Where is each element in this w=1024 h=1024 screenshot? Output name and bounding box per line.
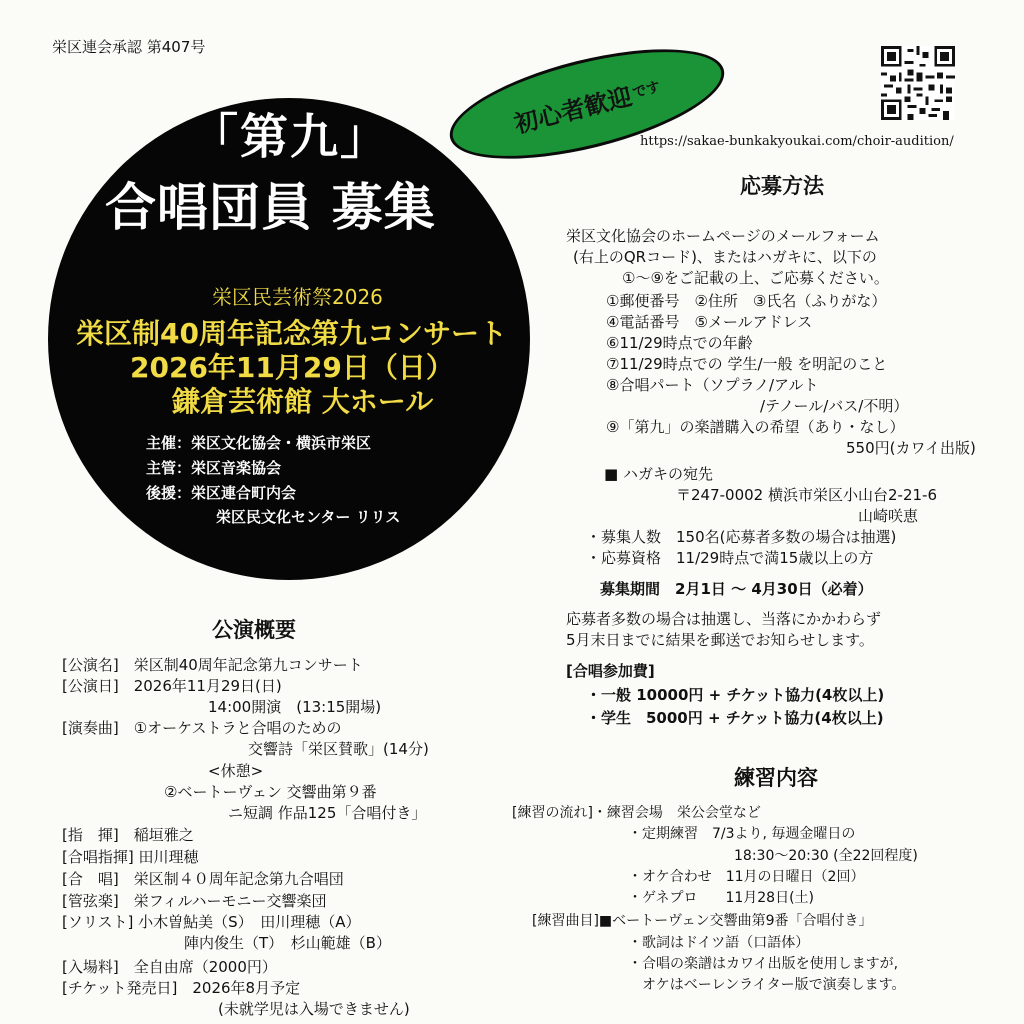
practice-line: ・ゲネプロ 11月28日(土) — [628, 890, 814, 906]
overview-row: 陣内俊生（T） 杉山範雄（B） — [184, 934, 391, 952]
approval-number: 栄区連会承認 第407号 — [52, 38, 206, 56]
overview-row: [公演日] 2026年11月29日(日) — [62, 677, 282, 695]
fee-student: ・学生 5000円 + チケット協力(4枚以上) — [586, 709, 884, 727]
overview-row: <休憩> — [208, 762, 264, 780]
apply-line: ④電話番号 ⑤メールアドレス — [606, 313, 813, 331]
title-line-2: 合唱団員 募集 — [105, 179, 436, 238]
overview-row: ニ短調 作品125「合唱付き」 — [228, 804, 427, 822]
apply-line: ⑨「第九」の楽譜購入の希望（あり・なし） — [606, 418, 905, 436]
practice-line: ・定期練習 7/3より, 毎週金曜日の — [628, 826, 856, 842]
overview-row: [チケット発売日] 2026年8月予定 — [62, 979, 301, 997]
organizer-line: 栄区民文化センター リリス — [216, 508, 401, 526]
fee-general: ・一般 10000円 + チケット協力(4枚以上) — [586, 686, 885, 704]
qr-code-icon[interactable] — [881, 46, 955, 120]
organizer-line: 後援：栄区連合町内会 — [146, 484, 297, 502]
practice-line: 18:30～20:30 (全22回程度) — [734, 848, 918, 864]
practice-line: オケはベーレンライター版で演奏します。 — [642, 977, 906, 993]
fee-heading: [合唱参加費] — [566, 662, 655, 680]
concert-name: 栄区制40周年記念第九コンサート — [76, 317, 507, 350]
title-line-1: 「第九」 — [190, 109, 391, 165]
overview-row: 14:00開演 (13:15開場) — [208, 698, 382, 716]
practice-line: ・合唱の楽譜はカワイ出版を使用しますが, — [628, 956, 899, 972]
concert-venue: 鎌倉芸術館 大ホール — [172, 385, 434, 418]
organizer-line: 主管：栄区音楽協会 — [146, 459, 282, 477]
concert-date: 2026年11月29日（日） — [130, 351, 454, 384]
lottery-notice: 応募者多数の場合は抽選し、当落にかかわらず — [566, 610, 882, 628]
overview-row: [管弦楽] 栄フィルハーモニー交響楽団 — [62, 892, 327, 910]
apply-line: 550円(カワイ出版) — [846, 439, 976, 457]
apply-line: ■ ハガキの宛先 — [604, 465, 713, 483]
overview-row: 交響詩「栄区賛歌」(14分) — [248, 740, 429, 758]
practice-line: [練習の流れ]・練習会場 栄公会堂など — [512, 805, 761, 821]
apply-line: ・募集人数 150名(応募者多数の場合は抽選) — [586, 528, 897, 546]
apply-line: (右上のQRコード)、またはハガキに、以下の — [573, 248, 877, 266]
overview-row: [ソリスト] 小木曽鮎美（S） 田川理穂（A） — [62, 913, 361, 931]
overview-row: (未就学児は入場できません) — [218, 1000, 410, 1018]
apply-line: 山崎咲恵 — [858, 507, 919, 525]
overview-row: [入場料] 全自由席（2000円） — [62, 958, 277, 976]
apply-line: ⑧合唱パート（ソプラノ/アルト — [606, 376, 819, 394]
application-period: 募集期間 2月1日 ～ 4月30日（必着） — [600, 580, 873, 598]
practice-line: ・歌詞はドイツ語（口語体） — [628, 935, 810, 951]
apply-line: 栄区文化協会のホームページのメールフォーム — [566, 227, 880, 245]
apply-line: ①郵便番号 ②住所 ③氏名（ふりがな） — [606, 292, 887, 310]
overview-row: [公演名] 栄区制40周年記念第九コンサート — [62, 656, 363, 674]
practice-line: ・オケ合わせ 11月の日曜日（2回） — [628, 869, 865, 885]
apply-line: ①～⑨をご記載の上、ご応募ください。 — [622, 269, 889, 287]
organizer-line: 主催：栄区文化協会・横浜市栄区 — [146, 434, 372, 452]
apply-line: ⑥11/29時点での年齢 — [606, 334, 753, 352]
overview-row: [指 揮] 稲垣雅之 — [62, 826, 194, 844]
overview-row: ②ベートーヴェン 交響曲第９番 — [164, 783, 377, 801]
beginners-welcome-badge — [440, 27, 735, 181]
overview-row: [合唱指揮] 田川理穂 — [62, 848, 199, 866]
apply-line: ⑦11/29時点での 学生/一般 を明記のこと — [606, 355, 888, 373]
overview-row: [演奏曲] ①オーケストラと合唱のための — [62, 719, 342, 737]
practice-line: [練習曲目]■ベートーヴェン交響曲第9番「合唱付き」 — [532, 913, 873, 929]
audition-url-link[interactable]: https://sakae-bunkakyoukai.com/choir-audition/ — [640, 134, 954, 149]
apply-line: ・応募資格 11/29時点で満15歳以上の方 — [586, 549, 874, 567]
apply-line: 〒247-0002 横浜市栄区小山台2-21-6 — [676, 486, 937, 504]
apply-heading: 応募方法 — [740, 174, 824, 198]
lottery-notice: 5月末日までに結果を郵送でお知らせします。 — [566, 631, 874, 649]
practice-heading: 練習内容 — [734, 766, 818, 790]
overview-heading: 公演概要 — [212, 618, 296, 642]
badge-main-text: 初心者歓迎 — [511, 81, 635, 139]
apply-line: /テノール/バス/不明） — [760, 397, 909, 415]
festival-name: 栄区民芸術祭2026 — [212, 285, 383, 309]
badge-sub-text: です — [630, 79, 662, 102]
overview-row: [合 唱] 栄区制４０周年記念第九合唱団 — [62, 870, 344, 888]
